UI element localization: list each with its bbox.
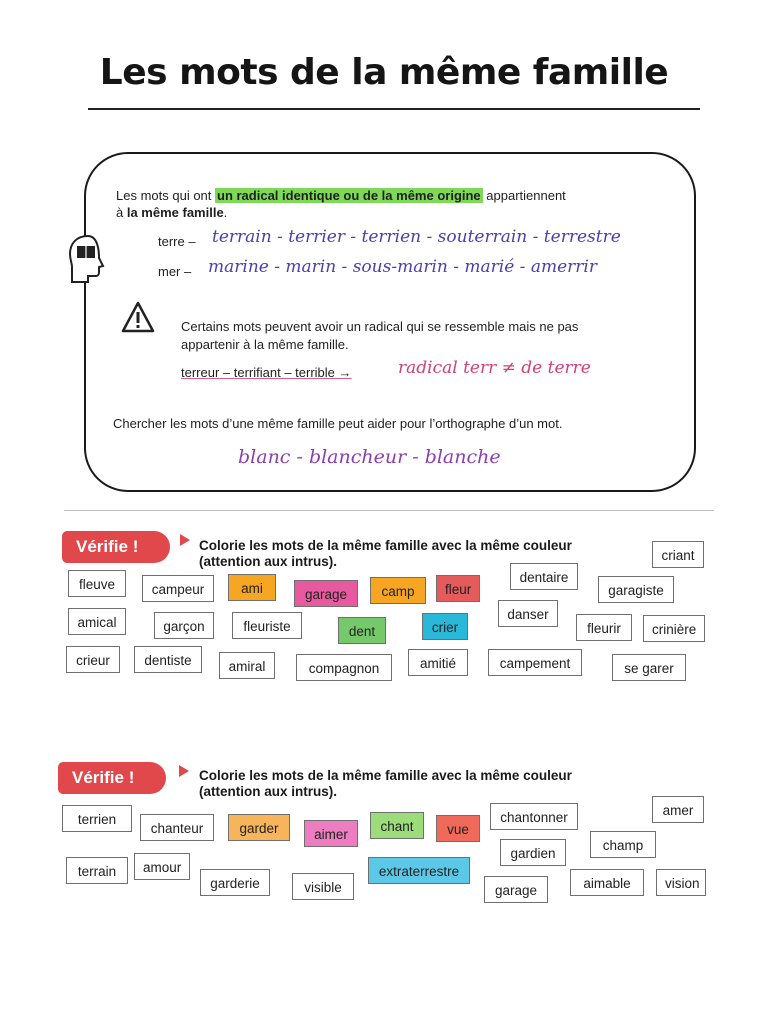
word-tile[interactable]: crier <box>422 613 468 640</box>
word-tile[interactable]: amer <box>652 796 704 823</box>
word-tile[interactable]: terrain <box>66 857 128 884</box>
warning-example: terreur – terrifiant – terrible → <box>181 365 352 380</box>
word-tile[interactable]: ami <box>228 574 276 601</box>
word-tile[interactable]: garçon <box>154 612 214 639</box>
section-divider <box>64 510 714 511</box>
warning-line1: Certains mots peuvent avoir un radical qui se ressemble mais ne pas <box>181 319 579 334</box>
verifie-badge-2: Vérifie ! <box>58 762 166 794</box>
word-tile[interactable]: vue <box>436 815 480 842</box>
lesson-intro-line1 <box>116 187 676 205</box>
word-tile[interactable]: gardien <box>500 839 566 866</box>
word-tile[interactable]: campeur <box>142 575 214 602</box>
word-tile[interactable]: fleur <box>436 575 480 602</box>
exercise1-instruction-line2: (attention aux intrus). <box>199 554 337 569</box>
word-tile[interactable]: visible <box>292 873 354 900</box>
tip-handwritten: blanc - blancheur - blanche <box>238 446 501 468</box>
word-tile[interactable]: garder <box>228 814 290 841</box>
example1-handwritten: terrain - terrier - terrien - souterrain - terrestre <box>212 227 621 247</box>
arrow-icon <box>179 765 189 777</box>
word-tile[interactable]: garagiste <box>598 576 674 603</box>
warning-handwritten: radical terr ≠ de terre <box>398 358 591 378</box>
word-tile[interactable]: amical <box>68 608 126 635</box>
exercise2-instruction-line1: Colorie les mots de la même famille avec la même couleur <box>199 768 572 783</box>
word-tile[interactable]: camp <box>370 577 426 604</box>
word-tile[interactable]: dentiste <box>134 646 202 673</box>
example2-word: mer – <box>158 264 192 279</box>
warning-line2: appartenir à la même famille. <box>181 337 349 352</box>
word-tile[interactable]: dent <box>338 617 386 644</box>
word-tile[interactable]: garderie <box>200 869 270 896</box>
intro-highlight: un radical identique ou de la même origine <box>217 188 481 203</box>
word-tile[interactable]: fleurir <box>576 614 632 641</box>
word-tile[interactable]: danser <box>498 600 558 627</box>
word-tile[interactable]: amiral <box>219 652 275 679</box>
word-tile[interactable]: crinière <box>643 615 705 642</box>
word-tile[interactable]: aimer <box>304 820 358 847</box>
word-tile[interactable]: amour <box>134 853 190 880</box>
intro-line2-suffix: . <box>223 205 228 220</box>
word-tile[interactable]: campement <box>488 649 582 676</box>
head-book-icon <box>66 232 110 291</box>
example1-word: terre – <box>158 234 196 249</box>
word-tile[interactable]: fleuve <box>68 570 126 597</box>
exercise1-instruction-line1: Colorie les mots de la même famille avec la même couleur <box>199 538 572 553</box>
intro-line2-prefix: à <box>116 205 127 220</box>
word-tile[interactable]: garage <box>294 580 358 607</box>
word-tile[interactable]: fleuriste <box>232 612 302 639</box>
intro-text-before: Les mots qui ont <box>116 188 215 203</box>
word-tile[interactable]: extraterrestre <box>368 857 470 884</box>
word-tile[interactable]: dentaire <box>510 563 578 590</box>
page-title: Les mots de la même famille <box>99 52 669 93</box>
exercise2-instruction-line2: (attention aux intrus). <box>199 784 337 799</box>
warning-icon <box>120 300 156 339</box>
word-tile[interactable]: vision <box>656 869 706 896</box>
word-tile[interactable]: garage <box>484 876 548 903</box>
intro-bold-term: la même famille <box>126 205 224 220</box>
tip-text: Chercher les mots d’une même famille peut aider pour l’orthographe d’un mot. <box>113 416 563 431</box>
word-tile[interactable]: chant <box>370 812 424 839</box>
title-underline <box>88 108 700 110</box>
word-tile[interactable]: crieur <box>66 646 120 673</box>
word-tile[interactable]: amitié <box>408 649 468 676</box>
example2-handwritten: marine - marin - sous-marin - marié - amerrir <box>208 257 597 277</box>
word-tile[interactable]: terrien <box>62 805 132 832</box>
word-tile[interactable]: criant <box>652 541 704 568</box>
word-tile[interactable]: champ <box>590 831 656 858</box>
intro-text-after: appartiennent <box>482 188 566 203</box>
word-tile[interactable]: chantonner <box>490 803 578 830</box>
word-tile[interactable]: aimable <box>570 869 644 896</box>
arrow-icon <box>180 534 190 546</box>
lesson-intro-line2 <box>116 204 227 222</box>
verifie-badge-1: Vérifie ! <box>62 531 170 563</box>
word-tile[interactable]: compagnon <box>296 654 392 681</box>
word-tile[interactable]: chanteur <box>140 814 214 841</box>
word-tile[interactable]: se garer <box>612 654 686 681</box>
